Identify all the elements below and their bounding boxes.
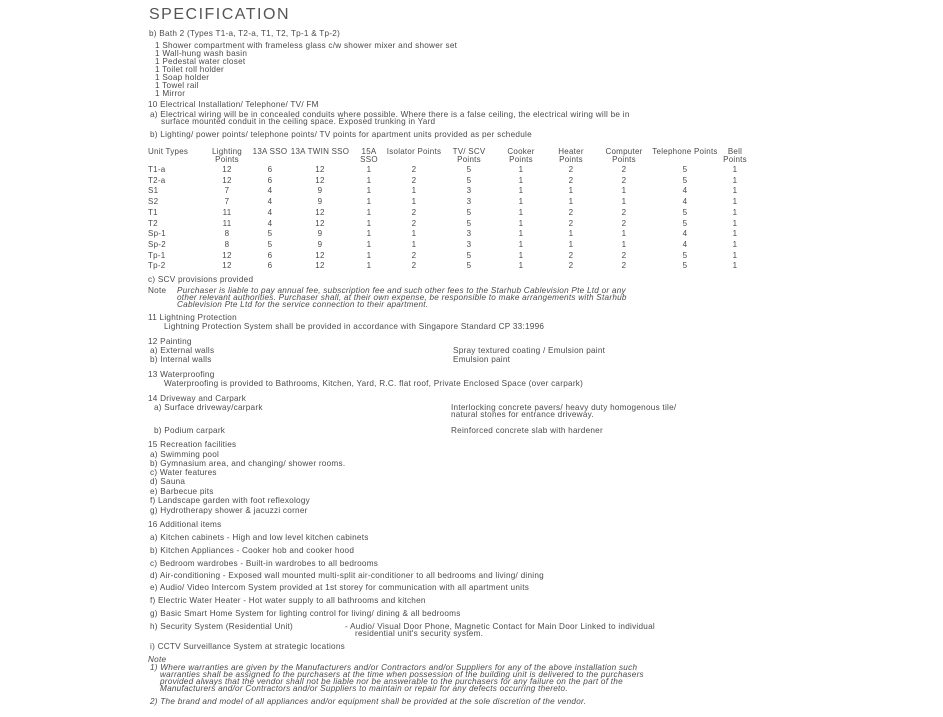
table-cell: 12 [222, 250, 232, 260]
scv-note-2: other relevant authorities. Purchaser shall, at their own expense, be responsible to make arrangements with Starhub [177, 293, 627, 302]
table-row [148, 208, 752, 219]
lightning-text: Lightning Protection System shall be provided in accordance with Singapore Standard CP 33:1996 [164, 322, 545, 331]
table-cell: 6 [267, 165, 273, 174]
table-cell: 2 [568, 165, 574, 174]
table-cell: 1 [732, 207, 738, 217]
table-row [148, 261, 752, 272]
table-cell: 2 [621, 175, 627, 185]
bath-item-7: 1 Mirror [155, 89, 186, 98]
table-cell: 4 [267, 218, 273, 228]
table-cell: 1 [366, 197, 372, 207]
table-cell: 1 [366, 218, 372, 228]
table-cell: 1 [732, 261, 738, 271]
table-cell: 1 [732, 175, 738, 185]
table-cell: 12 [315, 261, 325, 271]
table-cell: 1 [568, 239, 574, 249]
table-cell: 4 [682, 186, 688, 196]
col-heater-points: Heater Points [558, 147, 584, 164]
table-cell: 1 [366, 165, 372, 174]
table-cell: 12 [222, 175, 232, 185]
table-cell: 2 [621, 218, 627, 228]
table-cell: 4 [682, 239, 688, 249]
table-cell: 1 [518, 175, 524, 185]
unit-type-cell: Tp-1 [148, 250, 166, 260]
notes-label: Note [148, 655, 167, 664]
table-cell: 2 [568, 261, 574, 271]
table-cell: 12 [315, 218, 325, 228]
note-1-line-2: warranties shall be assigned to the purchasers at the time when possession of the building unit is delivered to the purchasers [160, 670, 644, 679]
col-15a-sso: 15A SSO [360, 147, 378, 164]
table-cell: 1 [411, 239, 417, 249]
driveway-a-label: a) Surface driveway/carpark [154, 403, 263, 412]
table-cell: 3 [466, 186, 472, 196]
recreation-item-c: c) Water features [150, 468, 217, 477]
additional-item-g: g) Basic Smart Home System for lighting control for living/ dining & all bedrooms [150, 609, 461, 618]
bath-item-5: 1 Soap holder [155, 73, 210, 82]
table-cell: 6 [267, 175, 273, 185]
table-cell: 9 [317, 197, 323, 207]
table-cell: 1 [518, 250, 524, 260]
electrical-a-line1: a) Electrical wiring will be in concealed conduits where possible. Where there is a false ceiling, the electrical wiring will be in [150, 110, 630, 119]
bath-item-6: 1 Towel rail [155, 81, 199, 90]
table-cell: 12 [315, 175, 325, 185]
table-cell: 2 [411, 207, 417, 217]
table-cell: 1 [366, 186, 372, 196]
table-cell: 6 [267, 261, 273, 271]
table-cell: 1 [411, 186, 417, 196]
table-cell: 2 [568, 218, 574, 228]
waterproofing-text: Waterproofing is provided to Bathrooms, Kitchen, Yard, R.C. flat roof, Private Enclosed Space (over carpark) [164, 379, 584, 388]
table-cell: 12 [222, 165, 232, 174]
table-cell: 1 [366, 239, 372, 249]
additional-item-d: d) Air-conditioning - Exposed wall mounted multi-split air-conditioner to all bedrooms and living/ dining [150, 571, 544, 580]
col-telephone-points: Telephone Points [652, 147, 718, 156]
unit-type-cell: T1 [148, 207, 158, 217]
page-title: SPECIFICATION [149, 6, 290, 23]
table-cell: 2 [411, 175, 417, 185]
table-cell: 5 [466, 261, 472, 271]
additional-item-b: b) Kitchen Appliances - Cooker hob and cooker hood [150, 546, 355, 555]
table-cell: 1 [568, 186, 574, 196]
table-cell: 11 [222, 207, 232, 217]
table-row [148, 176, 752, 187]
table-cell: 5 [682, 218, 688, 228]
recreation-item-a: a) Swimming pool [150, 450, 220, 459]
table-row [148, 229, 752, 240]
table-cell: 1 [518, 261, 524, 271]
table-cell: 1 [366, 261, 372, 271]
table-cell: 2 [621, 261, 627, 271]
points-schedule-table [148, 148, 752, 272]
bath-item-3: 1 Pedestal water closet [155, 57, 246, 66]
unit-type-cell: Sp-1 [148, 229, 166, 239]
table-row [148, 197, 752, 208]
additional-item-h-value-2: residential unit's security system. [355, 629, 484, 638]
lightning-heading: 11 Lightning Protection [148, 313, 237, 322]
electrical-heading: 10 Electrical Installation/ Telephone/ TV/ FM [148, 100, 319, 109]
table-cell: 1 [568, 197, 574, 207]
table-cell: 4 [267, 197, 273, 207]
table-cell: 1 [366, 250, 372, 260]
table-cell: 9 [317, 239, 323, 249]
unit-type-cell: Sp-2 [148, 239, 166, 249]
table-cell: 2 [568, 250, 574, 260]
table-cell: 5 [682, 250, 688, 260]
table-cell: 1 [732, 239, 738, 249]
driveway-a-value-1: Interlocking concrete pavers/ heavy duty homogenous tile/ [451, 403, 677, 412]
table-cell: 1 [366, 207, 372, 217]
col-isolator-points: Isolator Points [386, 147, 442, 156]
col-13a-sso: 13A SSO [252, 147, 288, 156]
table-row [148, 165, 752, 176]
col-13a-twin-sso: 13A TWIN SSO [290, 147, 350, 156]
electrical-b-line: b) Lighting/ power points/ telephone points/ TV points for apartment units provided as per schedule [150, 130, 532, 139]
table-cell: 1 [518, 207, 524, 217]
scv-note-3: Cablevision Pte Ltd for the service connection to their apartment. [177, 300, 429, 309]
painting-a-label: a) External walls [150, 346, 215, 355]
unit-type-cell: Tp-2 [148, 261, 166, 271]
table-cell: 1 [518, 218, 524, 228]
painting-b-label: b) Internal walls [150, 355, 212, 364]
table-cell: 1 [732, 218, 738, 228]
additional-item-e: e) Audio/ Video Intercom System provided at 1st storey for communication with all apartment units [150, 583, 530, 592]
table-row [148, 186, 752, 197]
table-header-row [148, 148, 752, 165]
table-cell: 2 [411, 250, 417, 260]
table-row [148, 240, 752, 251]
table-cell: 9 [317, 186, 323, 196]
additional-item-h-label: h) Security System (Residential Unit) [150, 622, 294, 631]
col-bell-points: Bell Points [723, 147, 747, 164]
waterproofing-heading: 13 Waterproofing [148, 370, 215, 379]
table-cell: 9 [317, 229, 323, 239]
table-cell: 2 [411, 261, 417, 271]
col-computer-points: Computer Points [605, 147, 643, 164]
recreation-heading: 15 Recreation facilities [148, 440, 237, 449]
driveway-a-value-2: natural stones for entrance driveway. [451, 410, 594, 419]
table-cell: 1 [621, 239, 627, 249]
recreation-item-d: d) Sauna [150, 477, 186, 486]
recreation-item-e: e) Barbecue pits [150, 487, 214, 496]
table-cell: 12 [315, 250, 325, 260]
table-cell: 1 [411, 197, 417, 207]
unit-type-cell: S1 [148, 186, 159, 196]
table-cell: 1 [732, 229, 738, 239]
table-cell: 5 [466, 175, 472, 185]
note-1-line-1: 1) Where warranties are given by the Manufacturers and/or Contractors and/or Suppliers for any of the above installation such [150, 663, 638, 672]
note-2: 2) The brand and model of all appliances and/or equipment shall be provided at the sole discretion of the vendor. [150, 697, 587, 706]
table-cell: 1 [732, 165, 738, 174]
table-cell: 4 [267, 186, 273, 196]
driveway-b-value: Reinforced concrete slab with hardener [451, 426, 603, 435]
bath-item-1: 1 Shower compartment with frameless glass c/w shower mixer and shower set [155, 41, 458, 50]
driveway-heading: 14 Driveway and Carpark [148, 394, 247, 403]
col-lighting-points: Lighting Points [211, 147, 243, 164]
table-cell: 12 [222, 261, 232, 271]
table-cell: 1 [621, 197, 627, 207]
table-cell: 1 [732, 186, 738, 196]
table-cell: 12 [315, 165, 325, 174]
additional-heading: 16 Additional items [148, 520, 222, 529]
painting-heading: 12 Painting [148, 337, 192, 346]
table-cell: 5 [466, 218, 472, 228]
note-1-line-4: Manufacturers and/or Contractors and/or Suppliers to maintain or repair for any defects occurring thereto. [160, 684, 568, 693]
unit-type-cell: T2 [148, 218, 158, 228]
table-cell: 1 [366, 229, 372, 239]
table-cell: 1 [518, 229, 524, 239]
recreation-item-f: f) Landscape garden with foot reflexology [150, 496, 310, 505]
table-cell: 1 [518, 239, 524, 249]
col-unit-types: Unit Types [148, 147, 189, 156]
scv-line: c) SCV provisions provided [148, 275, 254, 284]
table-cell: 5 [466, 207, 472, 217]
additional-item-c: c) Bedroom wardrobes - Built-in wardrobes to all bedrooms [150, 559, 379, 568]
table-cell: 8 [224, 239, 230, 249]
table-cell: 1 [518, 197, 524, 207]
table-cell: 2 [621, 207, 627, 217]
table-cell: 7 [224, 186, 230, 196]
table-cell: 4 [682, 197, 688, 207]
table-cell: 5 [682, 165, 688, 174]
table-cell: 1 [732, 197, 738, 207]
additional-item-h-value-1: - Audio/ Visual Door Phone, Magnetic Contact for Main Door Linked to individual [345, 622, 655, 631]
col-tv-scv-points: TV/ SCV Points [452, 147, 486, 164]
table-row [148, 219, 752, 230]
table-cell: 11 [222, 218, 232, 228]
table-cell: 1 [411, 229, 417, 239]
additional-item-i: i) CCTV Surveillance System at strategic locations [150, 642, 345, 651]
table-cell: 1 [621, 229, 627, 239]
table-cell: 3 [466, 229, 472, 239]
bath-item-4: 1 Toilet roll holder [155, 65, 225, 74]
table-cell: 1 [518, 186, 524, 196]
table-cell: 5 [466, 165, 472, 174]
table-cell: 1 [366, 175, 372, 185]
table-cell: 8 [224, 229, 230, 239]
bath-item-2: 1 Wall-hung wash basin [155, 49, 248, 58]
unit-type-cell: S2 [148, 197, 159, 207]
table-cell: 2 [568, 207, 574, 217]
table-cell: 4 [682, 229, 688, 239]
recreation-item-g: g) Hydrotherapy shower & jacuzzi corner [150, 506, 308, 515]
table-cell: 1 [732, 250, 738, 260]
unit-type-cell: T1-a [148, 165, 166, 174]
table-cell: 3 [466, 197, 472, 207]
table-cell: 7 [224, 197, 230, 207]
table-cell: 1 [621, 186, 627, 196]
table-cell: 4 [267, 207, 273, 217]
table-cell: 5 [682, 207, 688, 217]
table-cell: 5 [267, 239, 273, 249]
table-cell: 2 [621, 250, 627, 260]
painting-b-value: Emulsion paint [453, 355, 511, 364]
painting-a-value: Spray textured coating / Emulsion paint [453, 346, 606, 355]
bath-heading: b) Bath 2 (Types T1-a, T2-a, T1, T2, Tp-1 & Tp-2) [149, 29, 341, 38]
table-cell: 1 [518, 165, 524, 174]
additional-item-f: f) Electric Water Heater - Hot water supply to all bathrooms and kitchen [150, 596, 426, 605]
table-row [148, 251, 752, 262]
table-cell: 2 [621, 165, 627, 174]
table-cell: 2 [411, 218, 417, 228]
table-cell: 12 [315, 207, 325, 217]
table-cell: 3 [466, 239, 472, 249]
scv-note-1: Purchaser is liable to pay annual fee, subscription fee and such other fees to the Starhub Cablevision Pte Ltd or any [177, 286, 626, 295]
scv-note-label: Note [148, 286, 167, 295]
unit-type-cell: T2-a [148, 175, 166, 185]
electrical-a-line2: surface mounted conduit in the ceiling space. Exposed trunking in Yard [161, 117, 436, 126]
table-cell: 1 [568, 229, 574, 239]
additional-item-a: a) Kitchen cabinets - High and low level kitchen cabinets [150, 533, 369, 542]
recreation-item-b: b) Gymnasium area, and changing/ shower rooms. [150, 459, 346, 468]
driveway-b-label: b) Podium carpark [154, 426, 226, 435]
table-cell: 6 [267, 250, 273, 260]
col-cooker-points: Cooker Points [507, 147, 535, 164]
table-cell: 2 [568, 175, 574, 185]
table-cell: 5 [682, 175, 688, 185]
table-cell: 2 [411, 165, 417, 174]
note-1-line-3: provided always that the vendor shall not be liable nor be answerable to the purchasers for any failure on the part of the [160, 677, 623, 686]
table-cell: 5 [682, 261, 688, 271]
table-cell: 5 [466, 250, 472, 260]
table-cell: 5 [267, 229, 273, 239]
